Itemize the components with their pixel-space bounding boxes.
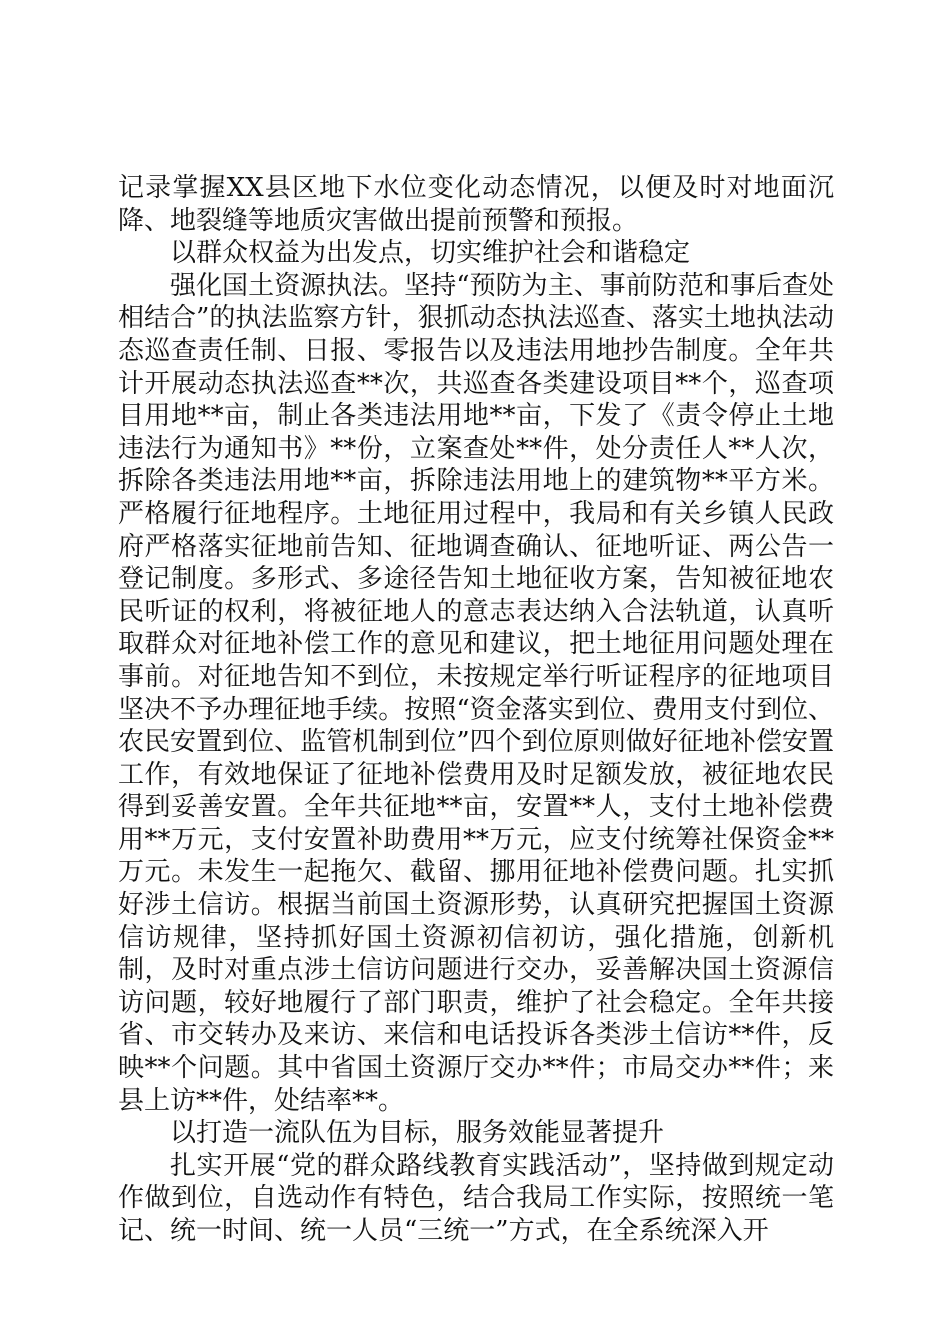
paragraph-continuation: 记录掌握XX县区地下水位变化动态情况，以便及时对地面沉降、地裂缝等地质灾害做出提前预警和预报。 <box>118 173 834 236</box>
paragraph-education-activity: 扎实开展“党的群众路线教育实践活动”，坚持做到规定动作做到位，自选动作有特色，结合我局工作实际，按照统一笔记、统一时间、统一人员“三统一”方式，在全系统深入开 <box>118 1150 834 1246</box>
section-heading-public-rights: 以群众权益为出发点，切实维护社会和谐稳定 <box>170 238 691 269</box>
document-body <box>118 172 834 1248</box>
paragraph-law-enforcement: 强化国土资源执法。坚持“预防为主、事前防范和事后查处相结合”的执法监察方针，狠抓动态执法巡查、落实土地执法动态巡查责任制、日报、零报告以及违法用地抄告制度。全年共计开展动态执法巡查**次，共巡查各类建设项目**个，巡查项目用地**亩，制止各类违法用地**亩，下发了《责令停止土地违法行为通知书》**份，立案查处**件，处分责任人**人次，拆除各类违法用地**亩，拆除违法用地上的建筑物**平方米。严格履行征地程序。土地征用过程中，我局和有关乡镇人民政府严格落实征地前告知、征地调查确认、征地听证、两公告一登记制度。多形式、多途径告知土地征收方案，告知被征地农民听证的权利，将被征地人的意志表达纳入合法轨道，认真听取群众对征地补偿工作的意见和建议，把土地征用问题处理在事前。对征地告知不到位，未按规定举行听证程序的征地项目坚决不予办理征地手续。按照“资金落实到位、费用支付到位、农民安置到位、监管机制到位”四个到位原则做好征地补偿安置工作，有效地保证了征地补偿费用及时足额发放，被征地农民得到妥善安置。全年共征地**亩，安置**人，支付土地补偿费用**万元，支付安置补助费用**万元，应支付统筹社保资金**万元。未发生一起拖欠、截留、挪用征地补偿费问题。扎实抓好涉土信访。根据当前国土资源形势，认真研究把握国土资源信访规律，坚持抓好国土资源初信初访，强化措施，创新机制，及时对重点涉土信访问题进行交办，妥善解决国土资源信访问题，较好地履行了部门职责，维护了社会稳定。全年共接省、市交转办及来访、来信和电话投诉各类涉土信访**件，反映**个问题。其中省国土资源厅交办**件；市局交办**件；来县上访**件，处结率**。 <box>118 270 834 1116</box>
section-heading-team-building: 以打造一流队伍为目标，服务效能显著提升 <box>170 1118 665 1149</box>
